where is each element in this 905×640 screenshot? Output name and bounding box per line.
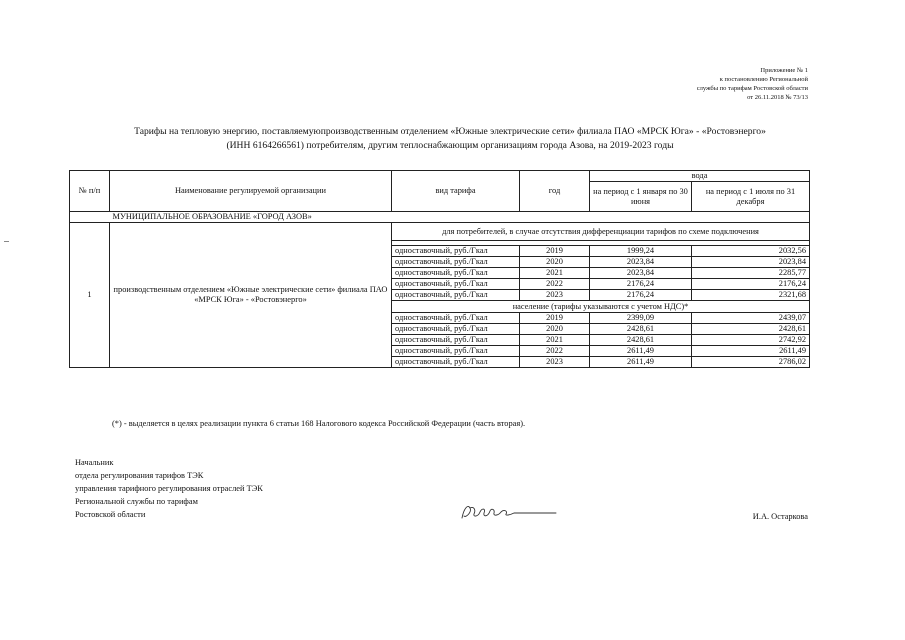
document-title	[70, 125, 830, 153]
tariffs-table	[69, 170, 810, 368]
row-number: 1	[70, 223, 110, 368]
tariff-type-cell: одноставочный, руб./Гкал	[392, 268, 520, 279]
period-1-cell: 2428,61	[590, 324, 692, 335]
year-cell: 2019	[520, 313, 590, 324]
signer-line: Региональной службы по тарифам	[75, 497, 198, 506]
footnote: (*) - выделяется в целях реализации пункта 6 статьи 168 Налогового кодекса Российской Федерации (часть вторая).	[112, 419, 526, 428]
tariff-type-cell: одноставочный, руб./Гкал	[392, 346, 520, 357]
tariff-type-cell: одноставочный, руб./Гкал	[392, 246, 520, 257]
year-cell: 2019	[520, 246, 590, 257]
signer-line: управления тарифного регулирования отраслей ТЭК	[75, 484, 263, 493]
year-cell: 2022	[520, 346, 590, 357]
year-cell: 2022	[520, 279, 590, 290]
header-year: год	[520, 171, 590, 212]
appendix-line: к постановлению Региональной	[719, 76, 808, 83]
period-1-cell: 2611,49	[590, 346, 692, 357]
handwritten-signature	[458, 500, 558, 524]
header-org: Наименование регулируемой организации	[110, 171, 392, 212]
period-1-cell: 2176,24	[590, 279, 692, 290]
consumers-label: для потребителей, в случае отсутствия дифференциации тарифов по схеме подключения	[392, 223, 810, 241]
tariff-type-cell: одноставочный, руб./Гкал	[392, 357, 520, 368]
appendix-line: Приложение № 1	[760, 67, 808, 74]
appendix-line: от 26.11.2018 № 73/13	[747, 94, 808, 101]
signer-block	[75, 456, 263, 521]
tariff-type-cell: одноставочный, руб./Гкал	[392, 313, 520, 324]
period-1-cell: 1999,24	[590, 246, 692, 257]
signer-name: И.А. Остаркова	[752, 512, 808, 521]
period-1-cell: 2023,84	[590, 257, 692, 268]
period-2-cell: 2428,61	[692, 324, 810, 335]
signer-line: Ростовской области	[75, 510, 146, 519]
period-1-cell: 2428,61	[590, 335, 692, 346]
year-cell: 2021	[520, 268, 590, 279]
year-cell: 2023	[520, 290, 590, 301]
period-2-cell: 2023,84	[692, 257, 810, 268]
period-2-cell: 2321,68	[692, 290, 810, 301]
header-period-1: на период с 1 января по 30 июня	[590, 182, 692, 212]
tariff-type-cell: одноставочный, руб./Гкал	[392, 290, 520, 301]
period-2-cell: 2611,49	[692, 346, 810, 357]
year-cell: 2023	[520, 357, 590, 368]
header-num: № п/п	[70, 171, 110, 212]
tariff-type-cell: одноставочный, руб./Гкал	[392, 335, 520, 346]
margin-mark	[4, 241, 9, 242]
tariff-type-cell: одноставочный, руб./Гкал	[392, 324, 520, 335]
period-2-cell: 2742,92	[692, 335, 810, 346]
period-1-cell: 2611,49	[590, 357, 692, 368]
period-2-cell: 2285,77	[692, 268, 810, 279]
appendix-line: службы по тарифам Ростовской области	[696, 85, 808, 92]
period-1-cell: 2399,09	[590, 313, 692, 324]
signer-line: отдела регулирования тарифов ТЭК	[75, 471, 204, 480]
period-2-cell: 2786,02	[692, 357, 810, 368]
population-label: население (тарифы указываются с учетом НДС)*	[392, 301, 810, 313]
organization-name: производственным отделением «Южные электрические сети» филиала ПАО «МРСК Юга» - «Ростовэнерго»	[110, 223, 392, 368]
header-tariff-type: вид тарифа	[392, 171, 520, 212]
tariff-type-cell: одноставочный, руб./Гкал	[392, 257, 520, 268]
title-line-1: Тарифы на тепловую энергию, поставляемуюпроизводственным отделением «Южные электрические сети» филиала ПАО «МРСК Юга» - «Ростовэнерго»	[134, 126, 766, 137]
year-cell: 2020	[520, 257, 590, 268]
header-water: вода	[590, 171, 810, 182]
municipality-label: МУНИЦИПАЛЬНОЕ ОБРАЗОВАНИЕ «ГОРОД АЗОВ»	[110, 212, 810, 223]
tariff-type-cell: одноставочный, руб./Гкал	[392, 279, 520, 290]
header-period-2: на период с 1 июля по 31 декабря	[692, 182, 810, 212]
year-cell: 2021	[520, 335, 590, 346]
period-1-cell: 2176,24	[590, 290, 692, 301]
period-2-cell: 2176,24	[692, 279, 810, 290]
period-2-cell: 2032,56	[692, 246, 810, 257]
appendix-note	[697, 66, 808, 102]
period-1-cell: 2023,84	[590, 268, 692, 279]
signer-line: Начальник	[75, 458, 114, 467]
year-cell: 2020	[520, 324, 590, 335]
period-2-cell: 2439,07	[692, 313, 810, 324]
title-line-2: (ИНН 6164266561) потребителям, другим теплоснабжающим организациям города Азова, на 2019-2023 годы	[226, 140, 674, 151]
